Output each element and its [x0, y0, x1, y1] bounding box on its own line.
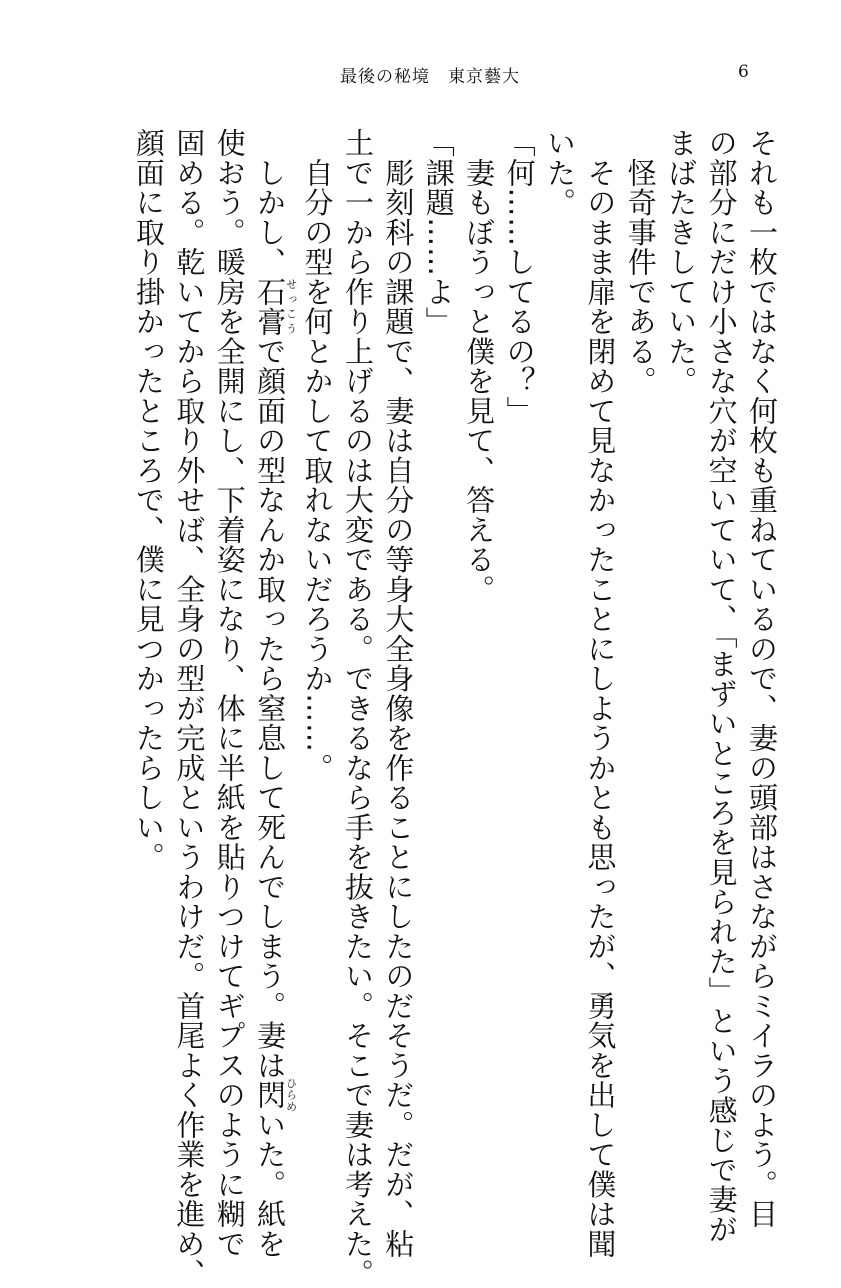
- ruby-reading: ひらめ: [284, 1077, 298, 1113]
- text-line: 「課題……よ」: [421, 128, 456, 337]
- text-line: 使おう。暖房を全開にし、下着姿になり、体に半紙を貼りつけてギプスのように糊で: [212, 128, 247, 1259]
- text-segment: いた。紙を: [253, 1109, 288, 1259]
- text-line: 固める。乾いてから取り外せば、全身の型が完成というわけだ。首尾よく作業を進め、: [172, 128, 207, 1288]
- page-header: [0, 62, 841, 92]
- ruby-base: 石膏: [253, 276, 288, 337]
- text-line: それも一枚ではなく何枚も重ねているので、妻の頭部はさながらミイラのよう。目: [745, 128, 779, 1229]
- text-line: 自分の型を何とかして取れないだろうか……。: [300, 128, 335, 783]
- text-line: まばたきしていた。: [664, 128, 699, 396]
- page-number: 6: [738, 62, 749, 82]
- text-line: 妻もぼうっと僕を見て、答える。: [462, 128, 497, 604]
- text-segment: しかし、: [253, 128, 288, 277]
- ruby-word: [253, 276, 298, 337]
- text-line: そのまま扉を閉めて見なかったことにしようかとも思ったが、勇気を出して僕は聞: [583, 128, 618, 1259]
- text-line: 「何……してるの？」: [502, 128, 537, 426]
- text-line: 彫刻科の課題で、妻は自分の等身大全身像を作ることにしたのだそうだ。だが、粘: [381, 128, 416, 1259]
- running-title: 最後の秘境 東京藝大: [340, 67, 520, 87]
- text-line: の部分にだけ小さな穴が空いていて、「まずいところを見られた」という感じで妻が: [704, 128, 739, 1244]
- text-line: 怪奇事件である。: [623, 128, 658, 396]
- text-line: 土で一から作り上げるのは大変である。できるなら手を抜きたい。そこで妻は考えた。: [340, 128, 375, 1288]
- ruby-reading: せっこう: [284, 276, 298, 337]
- text-line-with-ruby: [250, 128, 298, 1259]
- text-segment: で顔面の型なんか取ったら窒息して死んでしまう。妻は: [253, 336, 288, 1080]
- vertical-body-text: [60, 128, 782, 1288]
- ruby-word: [253, 1077, 298, 1113]
- text-line: 顔面に取り掛かったところで、僕に見つかったらしい。: [131, 128, 166, 872]
- ruby-base: 閃: [253, 1077, 288, 1113]
- text-line: いた。: [542, 128, 577, 218]
